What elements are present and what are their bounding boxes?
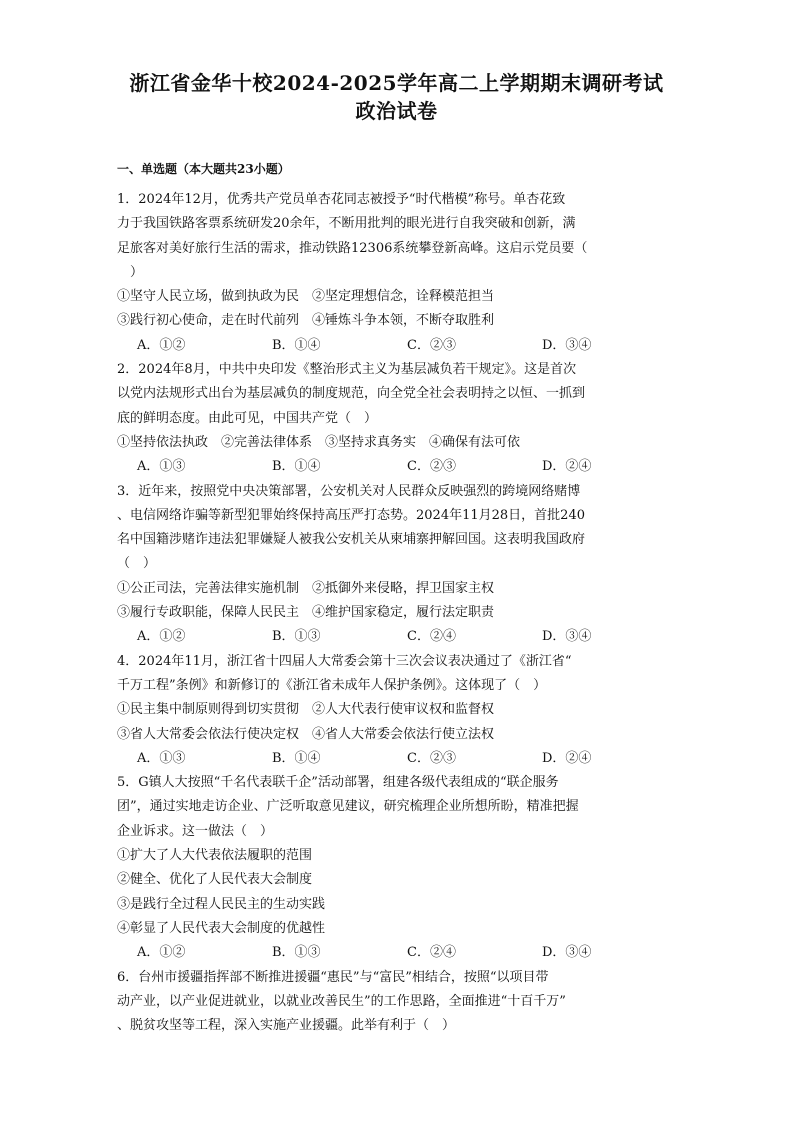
answer-choice-a[interactable]: A．①② [137, 945, 186, 961]
answer-choice-d[interactable]: D．③④ [542, 337, 592, 353]
question-stem-line: 以党内法规形式出台为基层减负的制度规范，向全党全社会表明持之以恒、一抓到 [117, 386, 586, 402]
document-title: 浙江省金华十校2024-2025学年高二上学期期末调研考试 [129, 71, 664, 95]
question-stem-line: 企业诉求。这一做法（ ） [117, 823, 274, 839]
question-3 [117, 480, 677, 650]
answer-choices [117, 941, 677, 965]
statement-line: ①民主集中制原则得到切实贯彻 ②人大代表行使审议权和监督权 [117, 702, 495, 718]
question-6 [117, 966, 677, 1039]
question-stem-line: 、脱贫攻坚等工程，深入实施产业援疆。此举有利于（ ） [117, 1018, 456, 1034]
statement-line: ④彰显了人民代表大会制度的优越性 [117, 920, 326, 936]
answer-choices [117, 455, 677, 479]
answer-choice-c[interactable]: C．②③ [407, 337, 456, 353]
answer-choices [117, 625, 677, 649]
question-stem-line: 6．台州市援疆指挥部不断推进援疆“惠民”与“富民”相结合，按照“以项目带 [117, 969, 549, 985]
answer-choice-c[interactable]: C．②③ [407, 459, 456, 475]
question-1 [117, 188, 677, 358]
statement-line: ③是践行全过程人民民主的生动实践 [117, 896, 326, 912]
question-stem-line: 团”，通过实地走访企业、广泛听取意见建议，研究梳理企业所想所盼，精准把握 [117, 799, 579, 815]
statement-line: ②健全、优化了人民代表大会制度 [117, 872, 313, 888]
answer-choice-b[interactable]: B．①③ [272, 945, 321, 961]
statement-line: ①公正司法，完善法律实施机制 ②抵御外来侵略，捍卫国家主权 [117, 580, 495, 596]
question-stem-line: 动产业，以产业促进就业，以就业改善民生”的工作思路，全面推进“十百千万” [117, 993, 566, 1009]
answer-choice-c[interactable]: C．②④ [407, 629, 456, 645]
question-stem-line: 千万工程”条例》和新修订的《浙江省未成年人保护条例》。这体现了（ ） [117, 677, 547, 693]
answer-choice-d[interactable]: D．③④ [542, 945, 592, 961]
answer-choice-d[interactable]: D．③④ [542, 629, 592, 645]
question-4 [117, 650, 677, 771]
answer-choice-a[interactable]: A．①② [137, 337, 186, 353]
question-2 [117, 358, 677, 479]
question-stem-line: 底的鲜明态度。由此可见，中国共产党（ ） [117, 410, 378, 426]
statement-line: ①坚守人民立场，做到执政为民 ②坚定理想信念，诠释模范担当 [117, 289, 495, 305]
answer-choice-a[interactable]: A．①② [137, 629, 186, 645]
question-stem-line: 5．G镇人大按照“千名代表联千企”活动部署，组建各级代表组成的“联企服务 [117, 775, 559, 791]
question-stem-line: 、电信网络诈骗等新型犯罪始终保持高压严打态势。2024年11月28日，首批240 [117, 507, 585, 523]
section-header: 一、单选题（本大题共23小题） [117, 162, 290, 176]
statement-line: ①扩大了人大代表依法履职的范围 [117, 848, 313, 864]
statement-line: ①坚持依法执政 ②完善法律体系 ③坚持求真务实 ④确保有法可依 [117, 434, 521, 450]
question-5 [117, 771, 677, 965]
answer-choice-d[interactable]: D．②④ [542, 459, 592, 475]
answer-choice-b[interactable]: B．①④ [272, 337, 321, 353]
answer-choice-c[interactable]: C．②④ [407, 945, 456, 961]
statement-line: ③省人大常委会依法行使决定权 ④省人大常委会依法行使立法权 [117, 726, 495, 742]
answer-choices [117, 747, 677, 771]
question-stem-line: 2．2024年8月，中共中央印发《整治形式主义为基层减负若干规定》。这是首次 [117, 362, 577, 378]
document-subtitle: 政治试卷 [355, 99, 438, 123]
answer-choice-d[interactable]: D．②④ [542, 750, 592, 766]
answer-choice-c[interactable]: C．②③ [407, 750, 456, 766]
question-stem-line: 名中国籍涉赌诈违法犯罪嫌疑人被我公安机关从柬埔寨押解回国。这表明我国政府 [117, 532, 586, 548]
answer-choice-b[interactable]: B．①③ [272, 629, 321, 645]
question-stem-line: 3．近年来，按照党中央决策部署，公安机关对人民群众反映强烈的跨境网络赌博 [117, 483, 581, 499]
question-stem-line: ） [117, 264, 144, 280]
question-stem-line: 足旅客对美好旅行生活的需求，推动铁路12306系统攀登新高峰。这启示党员要（ [117, 240, 588, 256]
question-stem-line: （ ） [117, 556, 157, 572]
question-stem-line: 1．2024年12月，优秀共产党员单杏花同志被授予“时代楷模”称号。单杏花致 [117, 192, 566, 207]
answer-choice-b[interactable]: B．①④ [272, 750, 321, 766]
question-stem-line: 4．2024年11月，浙江省十四届人大常委会第十三次会议表决通过了《浙江省“ [117, 653, 572, 669]
question-stem-line: 力于我国铁路客票系统研发20余年，不断用批判的眼光进行自我突破和创新，满 [117, 216, 576, 232]
question-list [117, 188, 677, 1038]
answer-choice-a[interactable]: A．①③ [137, 750, 186, 766]
answer-choice-a[interactable]: A．①③ [137, 459, 186, 475]
answer-choice-b[interactable]: B．①④ [272, 459, 321, 475]
statement-line: ③践行初心使命，走在时代前列 ④锤炼斗争本领，不断夺取胜利 [117, 313, 495, 329]
answer-choices [117, 334, 677, 358]
statement-line: ③履行专政职能，保障人民民主 ④维护国家稳定，履行法定职责 [117, 605, 495, 621]
